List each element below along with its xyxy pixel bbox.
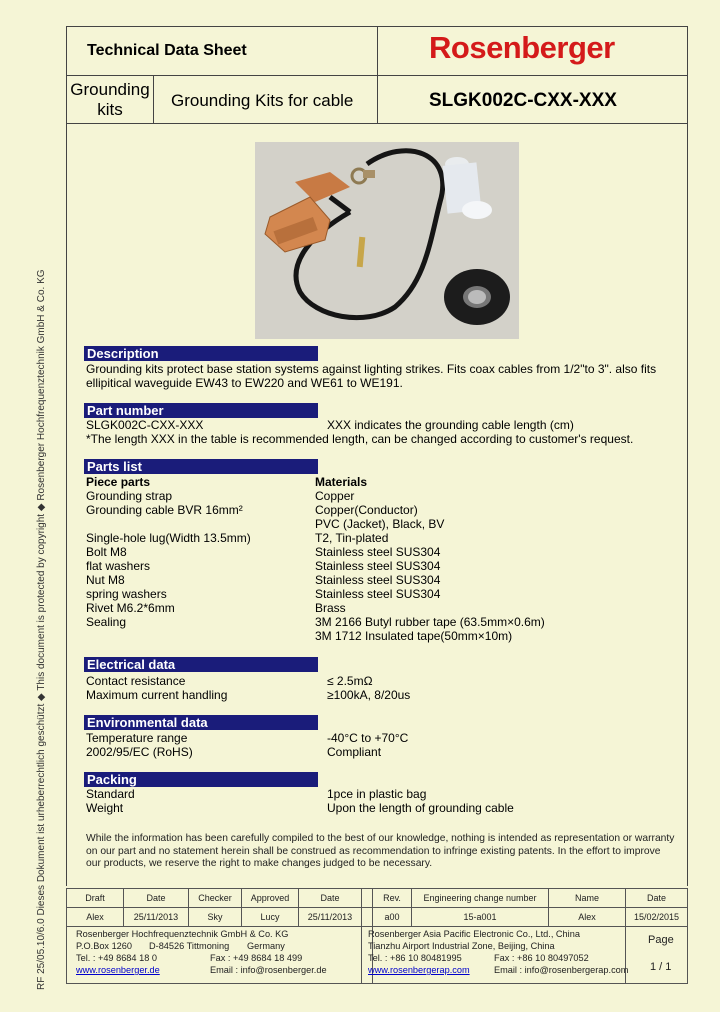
page-number: 1 / 1: [650, 961, 672, 973]
parts-row-part: Grounding cable BVR 16mm²: [86, 503, 243, 517]
description-line-2: ellipitical waveguide EW43 to EW220 and WE61 to WE191.: [86, 376, 403, 390]
product-photo: [255, 142, 519, 339]
header-divider: [377, 27, 378, 124]
product-photo-drawing: [255, 142, 519, 339]
packing-value: Upon the length of grounding cable: [327, 801, 514, 815]
part-number-heading: Part number: [84, 403, 318, 418]
electrical-value: ≤ 2.5mΩ: [327, 674, 373, 688]
description-heading: Description: [84, 346, 318, 361]
revision-value-row: [67, 908, 688, 927]
parts-row-material: PVC (Jacket), Black, BV: [315, 517, 445, 531]
packing-value: 1pce in plastic bag: [327, 787, 427, 801]
part-number-note: XXX indicates the grounding cable length (cm): [327, 418, 574, 432]
de-website-link[interactable]: www.rosenberger.de: [76, 965, 160, 975]
parts-row-material: 3M 1712 Insulated tape(50mm×10m): [315, 629, 513, 643]
footer-value-cell: Lucy: [242, 908, 299, 927]
de-country: Germany: [247, 941, 285, 951]
footer-header-cell: Draft: [67, 889, 124, 908]
footer-header-cell: Approved: [242, 889, 299, 908]
part-number-remark: *The length XXX in the table is recommended length, can be changed according to customer's request.: [86, 432, 634, 446]
parts-row-part: Rivet M6.2*6mm: [86, 601, 175, 615]
footer-value-cell: 15/02/2015: [626, 908, 688, 927]
parts-row-material: T2, Tin-plated: [315, 531, 389, 545]
brand-logo: Rosenberger: [429, 30, 615, 65]
footer-value-cell: 25/11/2013: [124, 908, 189, 927]
footer-header-cell: Checker: [189, 889, 242, 908]
footer-value-cell: 25/11/2013: [299, 908, 362, 927]
parts-row-material: Stainless steel SUS304: [315, 587, 441, 601]
page-label: Page: [648, 934, 674, 946]
electrical-heading: Electrical data: [84, 657, 318, 672]
environmental-label: 2002/95/EC (RoHS): [86, 745, 193, 759]
parts-row-part: Bolt M8: [86, 545, 127, 559]
product-title: Grounding Kits for cable: [171, 91, 354, 110]
de-box: P.O.Box 1260: [76, 941, 133, 951]
environmental-value: Compliant: [327, 745, 382, 759]
packing-label: Weight: [86, 801, 124, 815]
de-fax: Fax : +49 8684 18 499: [210, 953, 303, 963]
footer-header-cell: Engineering change number: [412, 889, 549, 908]
category-line-1: Grounding: [70, 80, 150, 99]
description-line-1: Grounding kits protect base station systems against lighting strikes. Fits coax cables from 1/2"to 3". also fits: [86, 362, 657, 376]
packing-heading: Packing: [84, 772, 318, 787]
footer-spacer-cell: [362, 889, 373, 908]
cn-email[interactable]: Email : info@rosenbergerap.com: [494, 965, 629, 975]
environmental-heading: Environmental data: [84, 715, 318, 730]
parts-row-material: Brass: [315, 601, 346, 615]
header-part-number: SLGK002C-CXX-XXX: [429, 90, 617, 111]
footer-value-cell: a00: [373, 908, 412, 927]
cn-company: Rosenberger Asia Pacific Electronic Co., Ltd., China: [368, 929, 580, 939]
parts-row-material: Copper(Conductor): [315, 503, 418, 517]
de-city: D-84526 Tittmoning: [149, 941, 230, 951]
parts-row-part: Single-hole lug(Width 13.5mm): [86, 531, 251, 545]
parts-row-part: flat washers: [86, 559, 151, 573]
footer-value-cell: 15-a001: [412, 908, 549, 927]
footer-header-cell: Date: [626, 889, 688, 908]
parts-row-part: Nut M8: [86, 573, 125, 587]
footer-value-cell: Alex: [549, 908, 626, 927]
electrical-label: Maximum current handling: [86, 688, 228, 702]
de-tel: Tel. : +49 8684 18 0: [76, 953, 157, 963]
description-text: [86, 362, 672, 390]
part-number-code: SLGK002C-CXX-XXX: [86, 418, 204, 432]
disclaimer-text: While the information has been carefully compiled to the best of our knowledge, nothing is intended as representation or warranty on our part and no statement herein shall be construed as recommendation to infringe existing patents. In the effort to improve our products, we reserve the right to make changes judged to be necessary.: [86, 833, 675, 869]
cn-tel: Tel. : +86 10 80481995: [368, 953, 462, 963]
footer-spacer-cell: [362, 908, 373, 927]
parts-row-material: Stainless steel SUS304: [315, 559, 441, 573]
parts-col-header-part: Piece parts: [86, 475, 151, 489]
footer-header-cell: Name: [549, 889, 626, 908]
document-title: Technical Data Sheet: [87, 42, 247, 59]
revision-header-row: [67, 889, 688, 908]
parts-row-material: Copper: [315, 489, 355, 503]
parts-col-header-material: Materials: [315, 475, 368, 489]
footer-header-cell: Date: [299, 889, 362, 908]
de-email[interactable]: Email : info@rosenberger.de: [210, 965, 327, 975]
cn-website-link[interactable]: www.rosenbergerap.com: [368, 965, 470, 975]
parts-row-part: Sealing: [86, 615, 127, 629]
parts-list-heading: Parts list: [84, 459, 318, 474]
parts-row-part: spring washers: [86, 587, 167, 601]
copyright-side-note: RF 25/05.10/6.0 Dieses Dokument ist urheberrechtlich geschützt ◆ This document is protected by copyright ◆ Rosenberger Hochfrequenztechnik GmbH & Co. KG: [36, 269, 47, 990]
category-label: [67, 76, 153, 124]
parts-row-part: Grounding strap: [86, 489, 173, 503]
footer-value-cell: Alex: [67, 908, 124, 927]
footer-header-cell: Date: [124, 889, 189, 908]
footer-header-cell: Rev.: [373, 889, 412, 908]
packing-label: Standard: [86, 787, 135, 801]
parts-row-material: Stainless steel SUS304: [315, 573, 441, 587]
de-company: Rosenberger Hochfrequenztechnik GmbH & Co. KG: [76, 929, 289, 939]
footer-value-cell: Sky: [189, 908, 242, 927]
cn-fax: Fax : +86 10 80497052: [494, 953, 589, 963]
category-line-2: kits: [97, 100, 123, 119]
electrical-label: Contact resistance: [86, 674, 186, 688]
electrical-value: ≥100kA, 8/20us: [327, 688, 411, 702]
parts-row-material: Stainless steel SUS304: [315, 545, 441, 559]
environmental-label: Temperature range: [86, 731, 188, 745]
cn-address: Tianzhu Airport Industrial Zone, Beijing, China: [368, 941, 555, 951]
environmental-value: -40°C to +70°C: [327, 731, 409, 745]
header-frame: [66, 26, 688, 124]
parts-row-material: 3M 2166 Butyl rubber tape (63.5mm×0.6m): [315, 615, 545, 629]
header-divider: [153, 75, 154, 124]
